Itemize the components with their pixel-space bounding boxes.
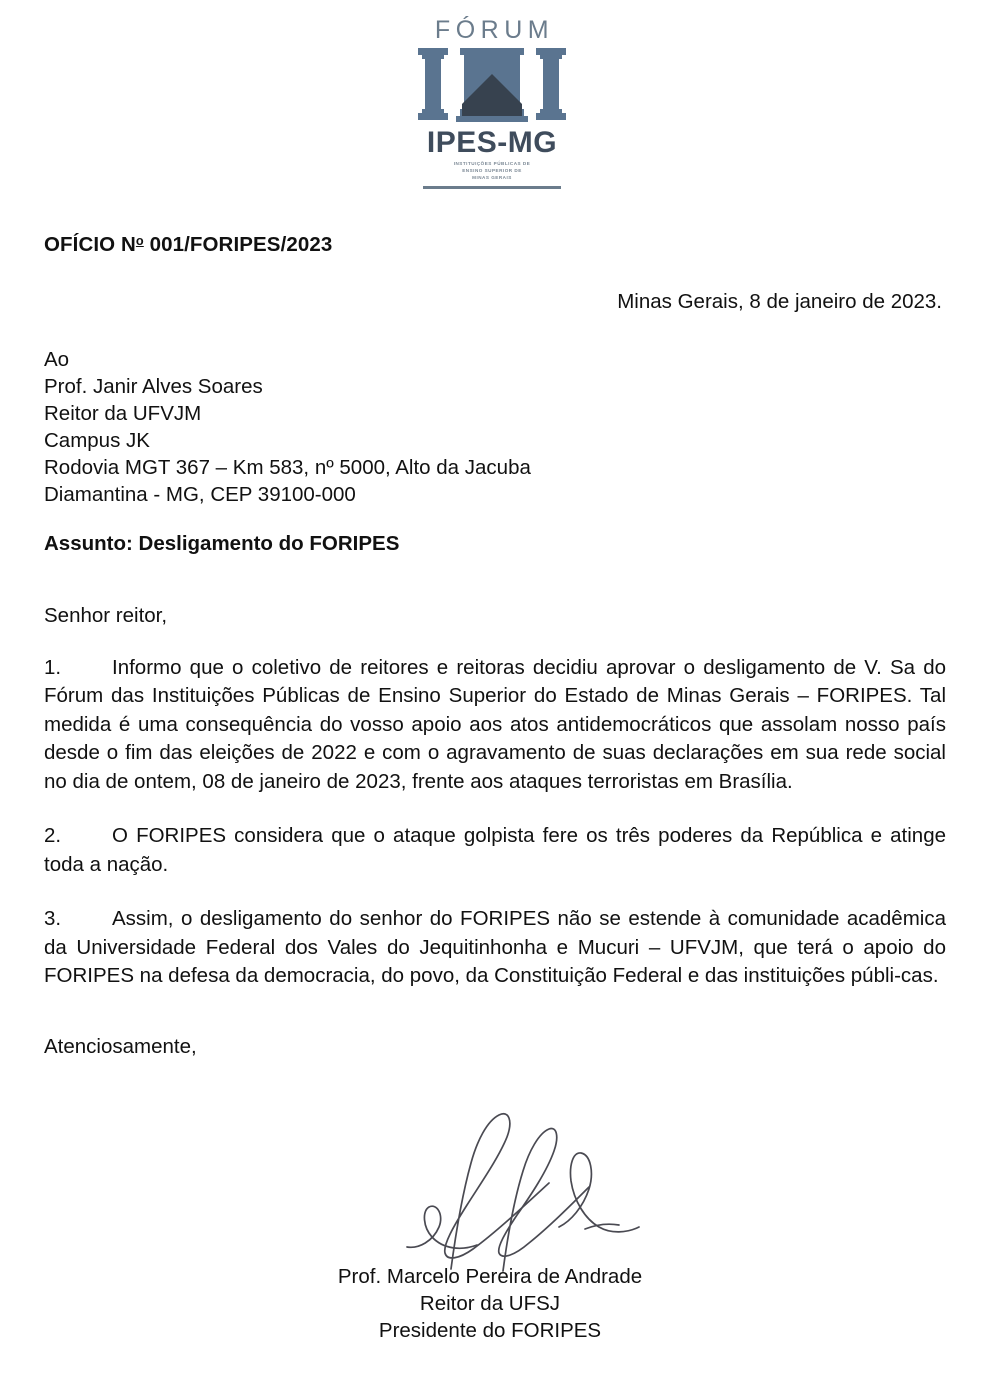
signatory-role: Reitor da UFSJ <box>419 1291 561 1315</box>
paragraph-2-text: O FORIPES considera que o ataque golpista fere os três poderes da República e atinge toda a nação. <box>44 824 946 876</box>
addressee-line-4: Campus JK <box>44 428 150 452</box>
logo-divider <box>423 186 561 189</box>
logo-subtitle <box>454 161 531 182</box>
paragraph-2 <box>44 822 946 879</box>
logo-subtitle-line-1: INSTITUIÇÕES PÚBLICAS DE <box>453 161 531 166</box>
addressee-line-2: Prof. Janir Alves Soares <box>44 374 263 398</box>
subject-line: Assunto: Desligamento do FORIPES <box>44 531 400 555</box>
logo-subtitle-line-3: MINAS GERAIS <box>472 174 512 180</box>
addressee-line-5: Rodovia MGT 367 – Km 583, nº 5000, Alto da Jacuba <box>44 455 531 479</box>
addressee-line-3: Reitor da UFVJM <box>44 401 202 425</box>
closing-salutation: Atenciosamente, <box>44 1034 197 1058</box>
paragraph-3-number: 3. <box>44 907 62 931</box>
signatory-title: Presidente do FORIPES <box>378 1318 602 1342</box>
logo-wordmark: FÓRUM <box>434 16 555 44</box>
foripes-logo <box>406 18 578 189</box>
letterhead <box>0 0 984 189</box>
document-body <box>0 233 984 1344</box>
logo-subtitle-line-2: ENSINO SUPERIOR DE <box>462 167 522 173</box>
addressee-line-6: Diamantina - MG, CEP 39100-000 <box>44 482 356 506</box>
addressee-block <box>44 346 946 508</box>
oficio-ordinal-marker: o <box>135 232 144 248</box>
oficio-label: OFÍCIO N <box>44 232 136 256</box>
handwritten-signature <box>399 1099 659 1279</box>
paragraph-1 <box>44 654 946 796</box>
paragraph-3-text: Assim, o desligamento do senhor do FORIPES não se estende à comunidade acadêmica da Universidade Federal dos Vales do Jequitinhonha e Mucuri – UFVJM, que terá o apoio do FORIPES na defesa da democracia, do povo, da Constituição Federal e das instituições públi-cas. <box>44 907 946 988</box>
salutation: Senhor reitor, <box>44 603 168 627</box>
paragraph-3 <box>44 905 946 990</box>
paragraph-1-text: Informo que o coletivo de reitores e reitoras decidiu aprovar o desligamento de V. Sa do Fórum das Instituições Públicas de Ensino Superior do Estado de Minas Gerais – FORIPES. Tal medida é uma consequência do vosso apoio aos atos antidemocráticos que assolam nosso país desde o fim das eleições de 2022 e com o agravamento de suas declarações em sua rede social no dia de ontem, 08 de janeiro de 2023, frente aos ataques terroristas em Brasília. <box>44 655 946 793</box>
oficio-number <box>44 233 946 257</box>
paragraph-1-number: 1. <box>44 655 62 679</box>
paragraph-2-number: 2. <box>44 824 62 848</box>
logo-acronym: IPES-MG <box>426 126 558 159</box>
date-line: Minas Gerais, 8 de janeiro de 2023. <box>617 289 942 313</box>
signatory-name: Prof. Marcelo Pereira de Andrade <box>337 1264 643 1288</box>
addressee-line-1: Ao <box>44 347 70 371</box>
classical-columns-icon <box>412 46 572 126</box>
oficio-value: 001/FORIPES/2023 <box>143 232 333 256</box>
signature-area <box>44 1099 946 1279</box>
